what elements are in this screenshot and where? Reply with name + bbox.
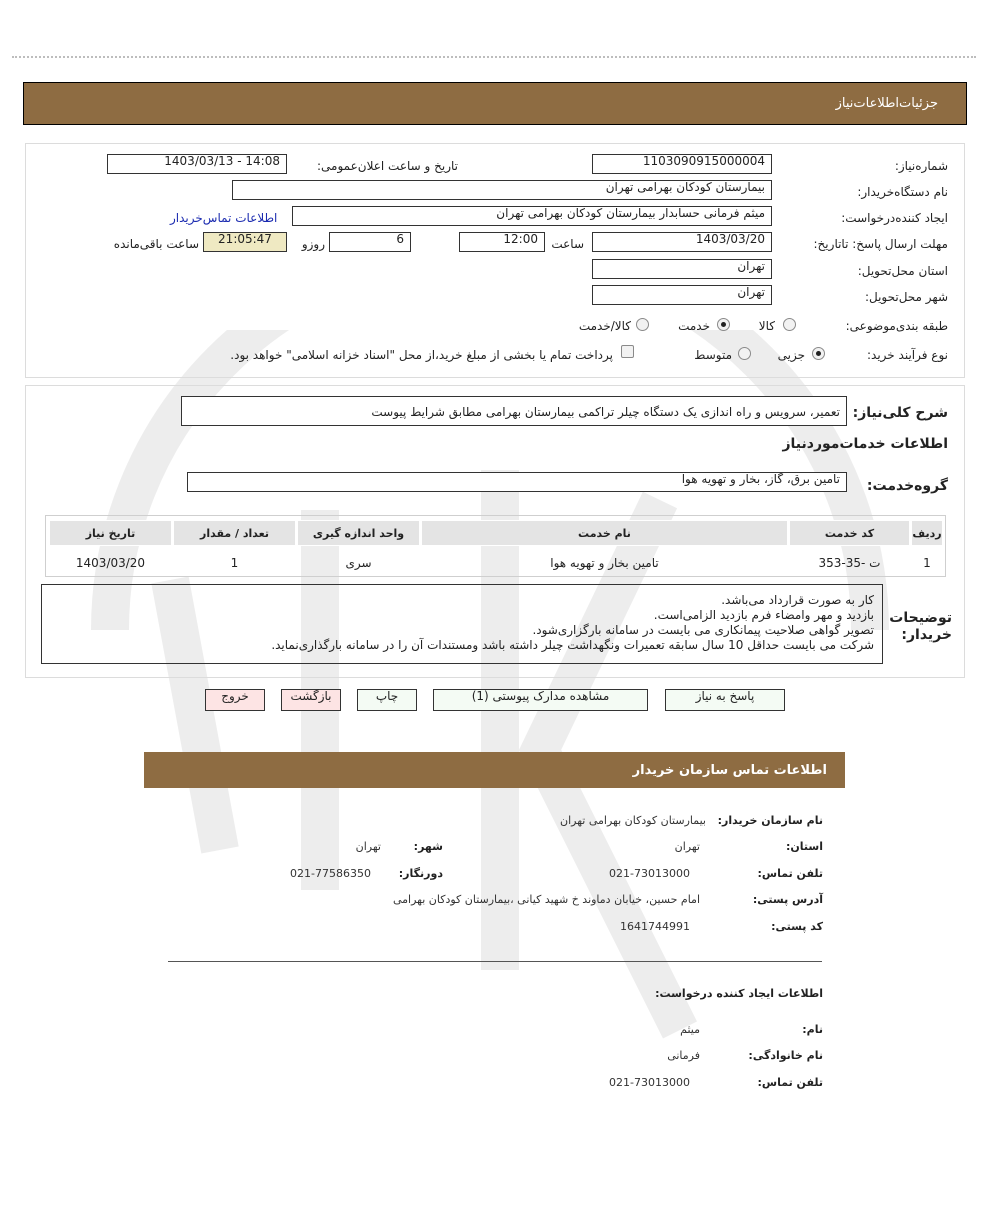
services-title: اطلاعات خدمات‌مورد‌نیاز <box>782 436 948 452</box>
table-cell-need-date: 1403/03/20 <box>75 556 146 570</box>
summary-field: تعمیر، سرویس و راه اندازی یک دستگاه چیلر تراکمی بیمارستان بهرامی مطابق شرایط پیوست <box>181 396 847 426</box>
contact-city-label: شهر: <box>413 840 443 853</box>
category-both-radio[interactable] <box>636 318 649 331</box>
days-field: 6 <box>329 232 411 252</box>
buyer-org-label: نام دستگاه‌خریدار: <box>857 185 948 199</box>
treasury-checkbox[interactable] <box>621 345 634 358</box>
contact-phone-label: تلفن تماس: <box>757 867 823 880</box>
notes-label-line2: خریدار: <box>901 627 952 643</box>
treasury-text: پرداخت تمام یا بخشی از مبلغ خرید،از محل "اسناد خزانه اسلامی" خواهد بود. <box>230 348 613 362</box>
process-minor-label: جزیی <box>777 348 805 362</box>
creator-info-title: اطلاعات ایجاد کننده درخواست: <box>655 987 823 1000</box>
table-cell-row-number: 1 <box>923 556 931 570</box>
notes-label-line1: توضیحات <box>889 610 952 626</box>
table-header-service-code: کد خدمت <box>789 520 910 546</box>
announce-date-label: تاریخ و ساعت اعلان‌عمومی: <box>316 159 458 173</box>
creator-label: ایجاد کننده‌درخواست: <box>841 211 948 225</box>
creator-phone-label: تلفن تماس: <box>757 1076 823 1089</box>
city-label: شهر محل‌تحویل: <box>864 290 948 304</box>
contact-org-label: نام سازمان خریدار: <box>717 814 823 827</box>
city-field: تهران <box>592 285 772 305</box>
table-header-quantity: تعداد / مقدار <box>173 520 296 546</box>
buyer-org-field: بیمارستان کودکان بهرامی تهران <box>232 180 772 200</box>
category-service-label: خدمت <box>678 319 710 333</box>
creator-name-value: میثم <box>680 1023 700 1036</box>
deadline-label: مهلت ارسال پاسخ: تاتاریخ: <box>813 237 948 251</box>
table-header-service-name: نام خدمت <box>421 520 788 546</box>
province-field: تهران <box>592 259 772 279</box>
deadline-time-field: 12:00 <box>459 232 545 252</box>
buyer-notes-box <box>41 584 883 664</box>
table-header-row-number: ردیف <box>911 520 943 546</box>
notes-line: تصویر گواهی صلاحیت پیمانکاری می بایست در سامانه بارگزاری‌شود. <box>532 623 874 637</box>
process-medium-label: متوسط <box>694 348 732 362</box>
contact-divider <box>168 961 822 962</box>
deadline-hour-label: ساعت <box>551 237 584 251</box>
creator-phone-value: 021-73013000 <box>609 1076 690 1089</box>
contact-postal-value: 1641744991 <box>620 920 690 933</box>
notes-line: بازدید و مهر وامضاء فرم بازدید الزامی‌است. <box>653 608 874 622</box>
creator-family-value: فرمانی <box>667 1049 700 1062</box>
table-header-unit: واحد اندازه گیری <box>297 520 420 546</box>
table-cell-service-code: ت -35-353 <box>818 556 881 570</box>
remaining-label: ساعت باقی‌مانده <box>113 237 199 251</box>
need-number-field: 1103090915000004 <box>592 154 772 174</box>
contact-fax-label: دورنگار: <box>398 867 443 880</box>
buyer-contact-title: اطلاعات تماس سازمان خریدار <box>632 763 827 778</box>
remaining-time-field: 21:05:47 <box>203 232 287 252</box>
category-goods-radio[interactable] <box>783 318 796 331</box>
contact-city-value: تهران <box>355 840 381 853</box>
category-goods-label: کالا <box>758 319 775 333</box>
contact-province-label: استان: <box>786 840 823 853</box>
contact-province-value: تهران <box>674 840 700 853</box>
details-header <box>23 82 967 125</box>
category-service-radio[interactable] <box>717 318 730 331</box>
contact-org-value: بیمارستان کودکان بهرامی تهران <box>560 814 706 827</box>
view-attachments-button[interactable]: مشاهده مدارک پیوستی (1) <box>433 689 648 711</box>
deadline-date-field: 1403/03/20 <box>592 232 772 252</box>
service-group-field: تامین برق، گاز، بخار و تهویه هوا <box>187 472 847 492</box>
category-both-label: کالا/خدمت <box>578 319 631 333</box>
contact-postal-label: کد پستی: <box>771 920 823 933</box>
process-medium-radio[interactable] <box>738 347 751 360</box>
buyer-contact-header <box>144 752 845 788</box>
buyer-contact-link[interactable]: اطلاعات تماس‌خریدار <box>170 211 278 225</box>
announce-date-field: 1403/03/13 - 14:08 <box>107 154 287 174</box>
service-group-label: گروه‌خدمت: <box>866 478 948 494</box>
process-minor-radio[interactable] <box>812 347 825 360</box>
summary-label: شرح کلی‌نیاز: <box>852 405 948 421</box>
page-title: جزئیات‌اطلاعات‌نیاز <box>835 96 938 111</box>
province-label: استان محل‌تحویل: <box>857 264 948 278</box>
days-label: روزو <box>301 237 325 251</box>
contact-address-value: امام حسین، خیابان دماوند خ شهید کیانی ،بیمارستان کودکان بهرامی <box>392 893 700 906</box>
table-cell-quantity: 1 <box>230 556 239 570</box>
creator-name-label: نام: <box>802 1023 823 1036</box>
creator-family-label: نام خانوادگی: <box>748 1049 823 1062</box>
table-cell-service-name: تامین بخار و تهویه هوا <box>550 556 659 570</box>
notes-line: کار به صورت قرارداد می‌باشد. <box>721 593 874 607</box>
contact-address-label: آدرس پستی: <box>752 893 823 906</box>
print-button[interactable]: چاپ <box>357 689 417 711</box>
creator-field: میثم فرمانی حسابدار بیمارستان کودکان بهرامی تهران <box>292 206 772 226</box>
exit-button[interactable]: خروج <box>205 689 265 711</box>
contact-fax-value: 021-77586350 <box>290 867 371 880</box>
category-label: طبقه بندی‌موضوعی: <box>845 319 948 333</box>
reply-button[interactable]: پاسخ به نیاز <box>665 689 785 711</box>
back-button[interactable]: بازگشت <box>281 689 341 711</box>
table-cell-unit: سری <box>345 556 372 570</box>
top-divider <box>12 56 976 58</box>
notes-line: شرکت می بایست حداقل 10 سال سابقه تعمیرات ونگهداشت چیلر داشته باشد ومستندات آن را در سامانه بارگذاری‌نماید. <box>271 638 874 652</box>
process-label: نوع فرآیند خرید: <box>867 348 948 362</box>
need-info-panel <box>25 143 965 378</box>
table-header-need-date: تاریخ نیاز <box>49 520 172 546</box>
need-number-label: شماره‌نیاز: <box>894 159 948 173</box>
contact-phone-value: 021-73013000 <box>609 867 690 880</box>
